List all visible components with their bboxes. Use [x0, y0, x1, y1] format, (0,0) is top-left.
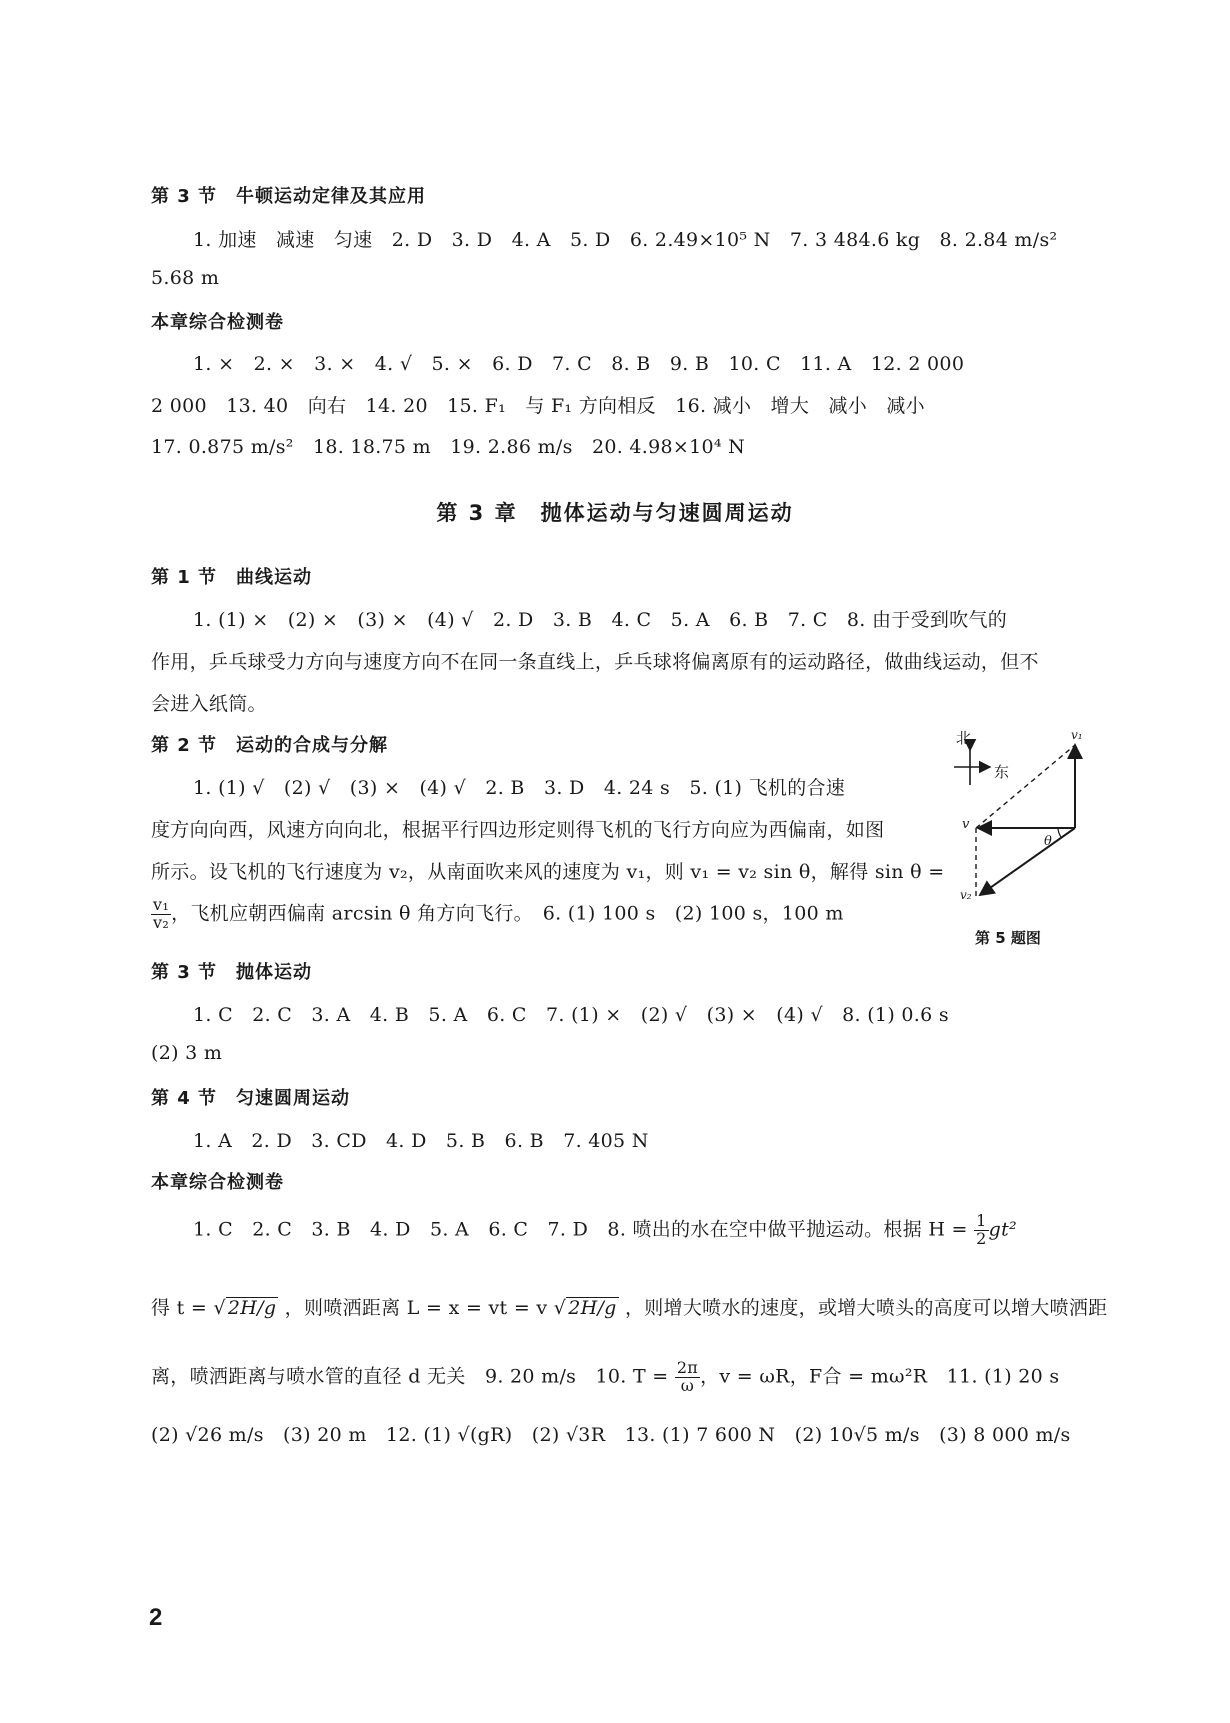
v2-arrow — [980, 828, 1075, 895]
fraction-numerator: 1 — [976, 1211, 987, 1230]
fraction-denominator: 2 — [976, 1228, 987, 1248]
answer-line: 所示。设飞机的飞行速度为 v₂，从南面吹来风的速度为 v₁，则 v₁ = v₂ sin θ，解得 sin θ = — [151, 861, 945, 883]
v-label: v — [962, 817, 970, 832]
east-label: 东 — [994, 763, 1010, 781]
answer-line: 1. 加速 减速 匀速 2. D 3. D 4. A 5. D 6. 2.49×10⁵ N 7. 3 484.6 kg 8. 2.84 m/s² — [193, 229, 1058, 251]
v2-label: v₂ — [960, 888, 972, 900]
answer-line: 度方向向西，风速方向向北，根据平行四边形定则得飞机的飞行方向应为西偏南，如图 — [151, 819, 885, 841]
section-title-circular: 第 4 节 匀速圆周运动 — [151, 1088, 351, 1109]
velocity-diagram — [940, 725, 1100, 900]
fraction-denominator: ω — [680, 1375, 695, 1395]
formula-text: gt² — [988, 1218, 1017, 1241]
answer-text: 离，喷洒距离与喷水管的直径 d 无关 9. 20 m/s 10. T = — [151, 1365, 669, 1388]
answer-line: 17. 0.875 m/s² 18. 18.75 m 19. 2.86 m/s 20. 4.98×10⁴ N — [151, 436, 746, 458]
answer-line: 作用，乒乓球受力方向与速度方向不在同一条直线上，乒乓球将偏离原有的运动路径，做曲线运动，但不 — [151, 651, 1039, 673]
north-label: 北 — [956, 729, 972, 747]
section-title-newton: 第 3 节 牛顿运动定律及其应用 — [151, 186, 427, 207]
fraction — [151, 897, 171, 932]
section-title-chapter-test-2: 本章综合检测卷 — [151, 1172, 284, 1193]
answer-line: 1. (1) × (2) × (3) × (4) √ 2. D 3. B 4. C 5. A 6. B 7. C 8. 由于受到吹气的 — [193, 609, 1008, 631]
answer-line: 2 000 13. 40 向右 14. 20 15. F₁ 与 F₁ 方向相反 16. 减小 增大 减小 减小 — [151, 395, 925, 417]
figure-caption: 第 5 题图 — [975, 929, 1041, 947]
answer-text: ，则增大喷水的速度，或增大喷头的高度可以增大喷洒距 — [624, 1297, 1108, 1319]
theta-arc — [1058, 828, 1061, 837]
section-title-chapter-test: 本章综合检测卷 — [151, 312, 284, 333]
answer-line: 1. A 2. D 3. CD 4. D 5. B 6. B 7. 405 N — [193, 1130, 649, 1152]
answer-line-with-fraction — [151, 897, 844, 932]
answer-text: ，飞机应朝西偏南 arcsin θ 角方向飞行。 6. (1) 100 s (2) 100 s，100 m — [171, 902, 844, 925]
fraction-numerator: 2π — [676, 1358, 699, 1377]
answer-line: 5.68 m — [151, 267, 220, 289]
answer-line: 1. C 2. C 3. A 4. B 5. A 6. C 7. (1) × (2) √ (3) × (4) √ 8. (1) 0.6 s — [193, 1004, 949, 1026]
answer-text: 1. C 2. C 3. B 4. D 5. A 6. C 7. D 8. 喷出的水在空中做平抛运动。根据 H = — [193, 1218, 968, 1241]
answer-text: ，v = ωR，F合 = mω²R 11. (1) 20 s — [700, 1365, 1060, 1388]
answer-line: (2) √26 m/s (3) 20 m 12. (1) √(gR) (2) √3R 13. (1) 7 600 N (2) 10√5 m/s (3) 8 000 m/s — [151, 1424, 1071, 1446]
answer-text: ，则喷洒距离 L = x = vt = v — [284, 1297, 548, 1319]
answer-line: 1. (1) √ (2) √ (3) × (4) √ 2. B 3. D 4. 24 s 5. (1) 飞机的合速 — [193, 777, 846, 799]
answer-line-with-fraction — [151, 1360, 1059, 1395]
fraction — [974, 1213, 988, 1248]
section-title-curve-motion: 第 1 节 曲线运动 — [151, 567, 313, 588]
chapter-title: 第 3 章 抛体运动与匀速圆周运动 — [436, 501, 794, 525]
sqrt-expression: 2H/g — [568, 1297, 617, 1319]
answer-line-with-root: 得 t = √ 2H/g ，则喷洒距离 L = x = vt = v √ 2H/g ，则增大喷水的速度，或增大喷头的高度可以增大喷洒距 — [151, 1297, 1108, 1319]
sqrt-expression: 2H/g — [227, 1297, 277, 1319]
answer-line-with-fraction — [193, 1213, 1017, 1248]
answer-line: (2) 3 m — [151, 1042, 223, 1064]
fraction-numerator: v₁ — [153, 895, 170, 914]
answer-text: 得 t = — [151, 1297, 208, 1319]
page-number: 2 — [149, 1604, 163, 1631]
theta-label: θ — [1044, 834, 1052, 849]
section-title-projectile: 第 3 节 抛体运动 — [151, 962, 313, 983]
answer-line: 会进入纸筒。 — [151, 693, 267, 715]
fraction — [675, 1360, 700, 1395]
section-title-composition: 第 2 节 运动的合成与分解 — [151, 735, 389, 756]
fraction-denominator: v₂ — [153, 912, 170, 932]
v1-label: v₁ — [1071, 728, 1083, 742]
dashed-diagonal — [976, 745, 1075, 828]
answer-line: 1. × 2. × 3. × 4. √ 5. × 6. D 7. C 8. B 9. B 10. C 11. A 12. 2 000 — [193, 353, 965, 375]
